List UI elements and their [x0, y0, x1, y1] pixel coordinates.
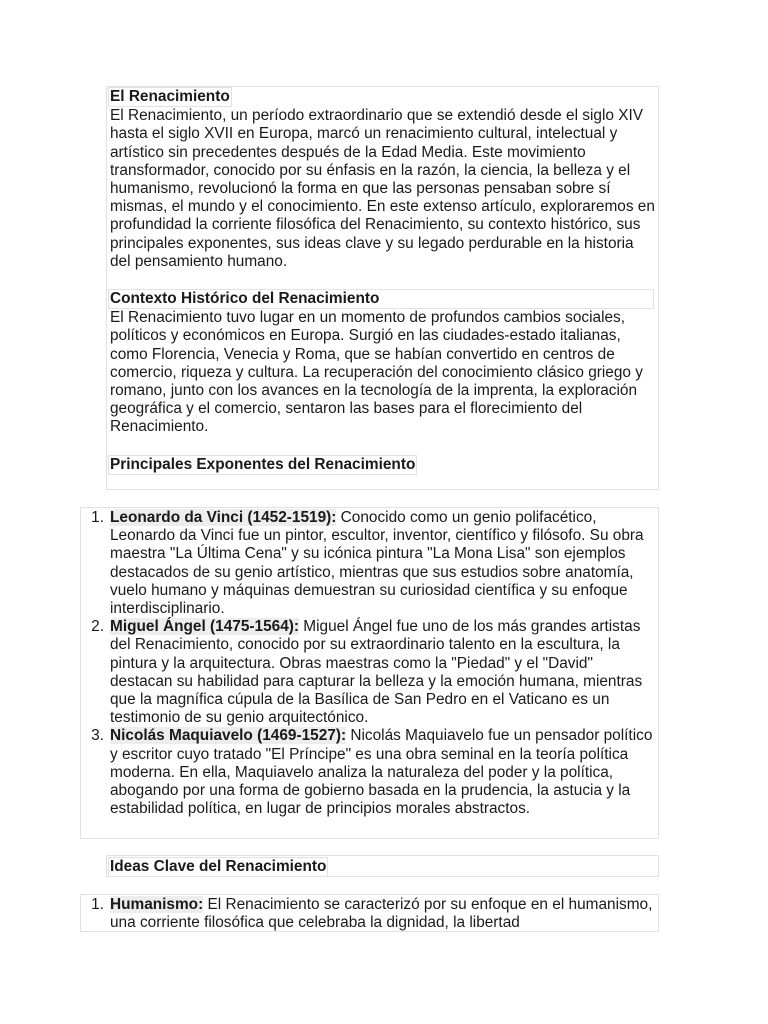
list-item: [82, 509, 658, 618]
list-item-text: Nicolás Maquiavelo fue un pensador político y escritor cuyo tratado "El Príncipe" es una obra seminal en la teoría política moderna. En ella, Maquiavelo analiza la naturaleza del poder y la política, abogando por una forma de gobierno basada en la prudencia, la astucia y la estabilidad política, en lugar de principios morales abstractos.: [110, 727, 653, 818]
context-heading: Contexto Histórico del Renacimiento: [108, 289, 654, 309]
list-number: 3.: [91, 727, 104, 745]
intro-section: [110, 87, 658, 475]
intro-paragraph: El Renacimiento, un período extraordinario que se extendió desde el siglo XIV hasta el siglo XVII en Europa, marcó un renacimiento cultural, intelectual y artístico sin precedentes después de la Edad Media. Este movimiento transformador, conocido por su énfasis en la razón, la ciencia, la belleza y el humanismo, revolucionó la forma en que las personas pensaban sobre sí mismas, el mundo y el conocimiento. En este extenso artículo, exploraremos en profundidad la corriente filosófica del Renacimiento, su contexto histórico, sus principales exponentes, sus ideas clave y su legado perdurable en la historia del pensamiento humano.: [110, 107, 655, 270]
list-item-text: Miguel Ángel fue uno de los más grandes artistas del Renacimiento, conocido por su extraordinario talento en la escultura, la pintura y la arquitectura. Obras maestras como la "Piedad" y el "David" destacan su habilidad para capturar la belleza y la emoción humana, mientras que la magnífica cúpula de la Basílica de San Pedro en el Vaticano es un testimonio de su genio arquitectónico.: [110, 618, 643, 727]
list-number: 1.: [91, 896, 104, 913]
list-item-text: Conocido como un genio polifacético, Leonardo da Vinci fue un pintor, escultor, inventor, científico y filósofo. Su obra maestra "La Última Cena" y su icónica pintura "La Mona Lisa" son ejemplos destacados de su genio artístico, mientras que sus estudios sobre anatomía, vuelo humano y máquinas demuestran su curiosidad científica y su enfoque interdisciplinario.: [110, 509, 644, 618]
exponents-heading: Principales Exponentes del Renacimiento: [108, 455, 417, 475]
list-item-text: El Renacimiento se caracterizó por su enfoque en el humanismo, una corriente filosófica que celebraba la dignidad, la libertad: [110, 896, 653, 932]
context-paragraph: El Renacimiento tuvo lugar en un momento de profundos cambios sociales, políticos y económicos en Europa. Surgió en las ciudades-estado italianas, como Florencia, Venecia y Roma, que se habían convertido en centros de comercio, riqueza y cultura. La recuperación del conocimiento clásico griego y romano, junto con los avances en la tecnología de la imprenta, la exploración geográfica y el comercio, sentaron las bases para el florecimiento del Renacimiento.: [110, 309, 643, 436]
ideas-list: [82, 896, 658, 932]
intro-heading: El Renacimiento: [108, 87, 232, 107]
list-number: 1.: [91, 509, 104, 526]
ideas-heading: Ideas Clave del Renacimiento: [108, 857, 328, 877]
exponents-list: [82, 509, 658, 818]
list-item-title: Leonardo da Vinci (1452-1519):: [110, 509, 337, 526]
ideas-section: [110, 857, 658, 877]
list-item: [82, 727, 658, 818]
list-item-title: Miguel Ángel (1475-1564):: [110, 618, 300, 636]
list-item-title: Nicolás Maquiavelo (1469-1527):: [110, 727, 347, 745]
list-item-title: Humanismo:: [110, 896, 204, 913]
list-number: 2.: [91, 618, 104, 636]
list-item: [82, 618, 658, 727]
list-item: [82, 896, 658, 932]
